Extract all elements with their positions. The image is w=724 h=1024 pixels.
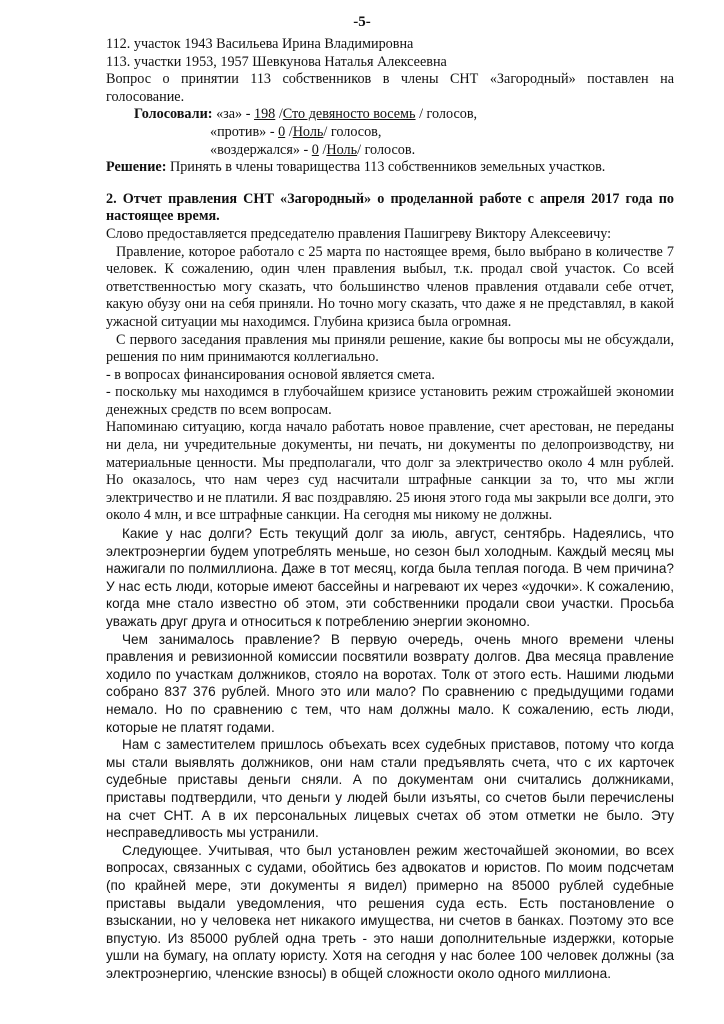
vote-for-words: Сто девяносто восемь	[282, 106, 416, 123]
report-paragraph: - в вопросах финансирования основой является смета.	[106, 366, 435, 383]
vote-against-count: 0	[278, 123, 286, 140]
report-paragraph: Нам с заместителем пришлось объехать всех судебных приставов, потому что когда мы стали выявлять должников, они нам стали предъявлять счета, что с их карточек судебные приставы деньги сняли. А по документам они считались должниками, приставы подтвердили, что деньги у людей были изъяты, со счетов были перечислены на счет СНТ. А в их персональных лицевых счетах об этом отметки не было. Эту несправедливость мы устранили.	[106, 737, 674, 841]
page-number: -5-	[353, 14, 371, 30]
report-paragraph: Какие у нас долги? Есть текущий долг за июль, август, сентябрь. Надеялись, что электроэнергии будем употреблять меньше, но сезон был холодным. Каждый месяц мы нажигали по полмиллиона. Даже в тот месяц, когда была теплая погода. В чем причина? У нас есть люди, которые имеют бассейны и нагревают их через «удочки». К сожалению, когда мне стало известно об этом, эти собственники продали свои участки. Просьба уважать друг друга и относиться к потреблению энергии экономно.	[106, 526, 674, 629]
report-paragraph: Чем занималось правление? В первую очередь, очень много времени члены правления и ревизионной комиссии посвятили возврату долгов. Два месяца правление ходило по участкам должников, стояло на воротах. Толк от этого есть. Нашими людьми собрано 837 376 рублей. Много это или мало? По сравнению с предыдущими годами немало. Но по сравнению с тем, что нам должны мало. К сожалению, есть люди, которые не платят годами.	[106, 631, 674, 735]
vote-for-count: 198	[253, 106, 276, 123]
report-paragraph: Напоминаю ситуацию, когда начало работать новое правление, счет арестован, не переданы ни дела, ни учредительные документы, ни печать, ни документы по делопроизводству, ни материальные ценности. Мы предполагали, что долг за электричество около 4 млн рублей. Но оказалось, что нам через суд насчитали штрафные санкции за то, что мы жгли электричество и не платили. Я вас поздравляю. 25 июня этого года мы закрыли все долги, это около 4 млн, и все штрафные санкции. На сегодня мы никому не должны.	[106, 419, 674, 524]
vote-abstain-row: «воздержался» - 0 /Ноль/ голосов.	[210, 141, 416, 158]
decision-line	[106, 159, 674, 177]
vote-against-words: Ноль	[292, 123, 324, 140]
member-line: 113. участки 1953, 1957 Шевкунова Наталья Алексеевна	[106, 53, 447, 70]
decision-text: Принять в члены товарищества 113 собственников земельных участков.	[166, 159, 606, 176]
member-line: 112. участок 1943 Васильева Ирина Владимировна	[106, 36, 414, 52]
report-paragraph: Следующее. Учитывая, что был установлен режим жесточайшей экономии, во всех вопросах, связанных с судами, обойтись без адвокатов и юристов. По моим подсчетам (по крайней мере, эти документы я видел) примерно на 85000 рублей судебные приставы выдали уведомления, что решения суда есть. Есть постановление о взыскании, но у человека нет никакого имущества, ни счетов в банках. Поэтому это все впустую. Из 85000 рублей одна треть - это наши дополнительные издержки, которые ушли на бумагу, на оплату юристу. Хотя на сегодня у нас более 100 человек должны (за электроэнергию, членские взносы) в общей сложности около одного миллиона.	[106, 842, 674, 981]
voting-label: Голосовали:	[134, 106, 213, 123]
decision-label: Решение:	[106, 159, 167, 176]
section-title: 2. Отчет правления СНТ «Загородный» о проделанной работе с апреля 2017 года по настоящее время.	[106, 190, 674, 225]
report-paragraph: - поскольку мы находимся в глубочайшем кризисе установить режим строжайшей экономии денежных средств по всем вопросам.	[106, 384, 674, 418]
report-paragraph: С первого заседания правления мы приняли решение, какие бы вопросы мы не обсуждали, решения по ним принимаются коллегиально.	[106, 331, 674, 366]
document-body	[106, 36, 674, 982]
vote-abstain-words: Ноль	[326, 141, 358, 158]
section-intro: Слово предоставляется председателю правления Пашигреву Виктору Алексеевичу:	[106, 225, 612, 242]
vote-against-row: «против» - 0 /Ноль/ голосов,	[210, 123, 382, 140]
report-paragraph: Правление, которое работало с 25 марта по настоящее время, было выбрано в количестве 7 человек. К сожалению, один член правления выбыл, т.к. продал свой участок. Со всей ответственностью могу сказать, что большинство членов правления отдавали себе отчет, какую обузу они на себя приняли. Но точно могу сказать, что даже я не представлял, в какой ужасной ситуации мы находимся. Глубина кризиса была огромная.	[106, 243, 674, 330]
vote-for-row: Голосовали: «за» - 198 /Сто девяносто восемь / голосов,	[134, 106, 478, 123]
vote-abstain-count: 0	[311, 141, 319, 158]
voting-question: Вопрос о принятии 113 собственников в члены СНТ «Загородный» поставлен на голосование.	[106, 71, 674, 105]
